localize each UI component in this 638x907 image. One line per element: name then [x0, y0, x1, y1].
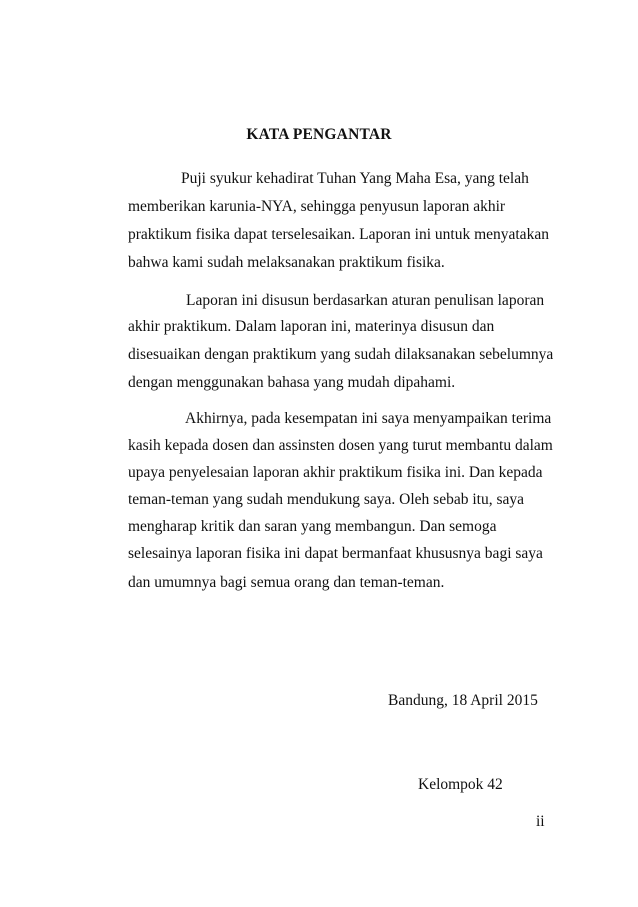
paragraph-1-line-2: memberikan karunia-NYA, sehingga penyusun laporan akhir — [128, 198, 506, 215]
paragraph-2-line-4: dengan menggunakan bahasa yang mudah dipahami. — [128, 374, 456, 391]
paragraph-3-line-6: selesainya laporan fisika ini dapat bermanfaat khususnya bagi saya — [128, 545, 543, 562]
page-number: ii — [536, 813, 545, 830]
paragraph-3-line-3: upaya penyelesaian laporan akhir praktikum fisika ini. Dan kepada — [128, 464, 543, 481]
paragraph-1-line-3: praktikum fisika dapat terselesaikan. Laporan ini untuk menyatakan — [128, 226, 549, 243]
page-title: KATA PENGANTAR — [246, 126, 392, 143]
paragraph-3-line-5: mengharap kritik dan saran yang membangun. Dan semoga — [128, 518, 497, 535]
paragraph-2-line-3: disesuaikan dengan praktikum yang sudah dilaksanakan sebelumnya — [128, 346, 554, 363]
place-date: Bandung, 18 April 2015 — [388, 692, 538, 709]
paragraph-1-line-4: bahwa kami sudah melaksanakan praktikum fisika. — [128, 254, 445, 271]
signatory: Kelompok 42 — [418, 776, 503, 793]
paragraph-3-line-4: teman-teman yang sudah mendukung saya. Oleh sebab itu, saya — [128, 491, 524, 508]
paragraph-2-line-2: akhir praktikum. Dalam laporan ini, materinya disusun dan — [128, 318, 495, 335]
paragraph-2-line-1: Laporan ini disusun berdasarkan aturan penulisan laporan — [186, 292, 545, 309]
paragraph-3-line-1: Akhirnya, pada kesempatan ini saya menyampaikan terima — [185, 410, 552, 427]
paragraph-3-line-2: kasih kepada dosen dan assinsten dosen yang turut membantu dalam — [128, 437, 553, 454]
paragraph-3-line-7: dan umumnya bagi semua orang dan teman-teman. — [128, 574, 445, 591]
paragraph-1-line-1: Puji syukur kehadirat Tuhan Yang Maha Esa, yang telah — [181, 170, 529, 187]
